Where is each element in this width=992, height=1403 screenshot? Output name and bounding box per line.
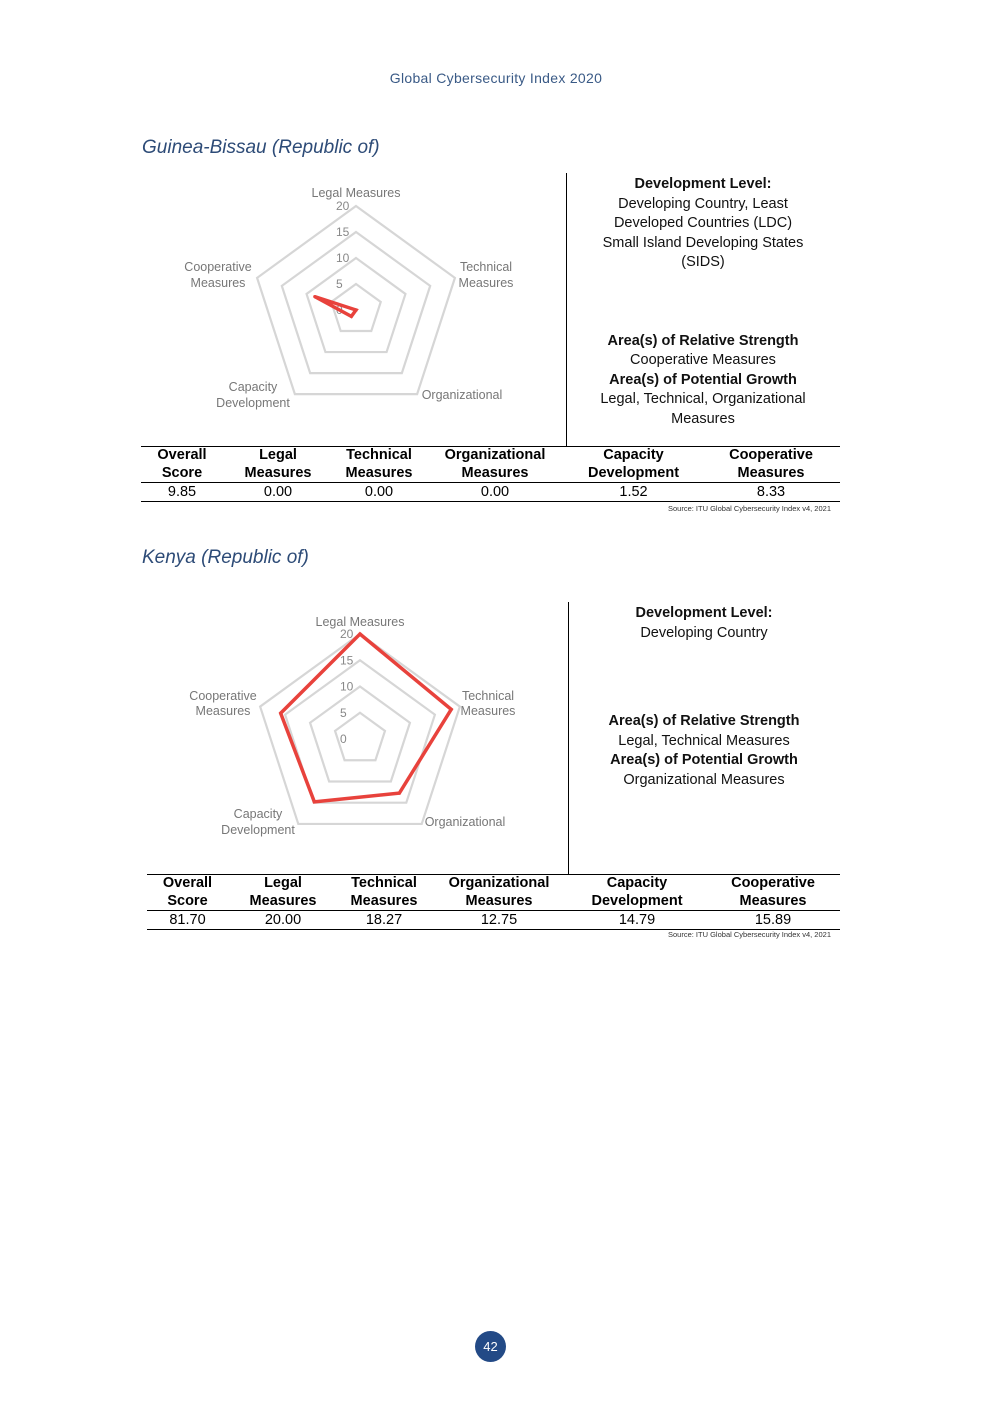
header-organizational-measures: Organizational Measures — [444, 447, 546, 481]
radar-point — [398, 792, 401, 795]
radar-tick-label: 10 — [340, 679, 354, 694]
cell-cooperative-measures: 8.33 — [756, 484, 786, 500]
cell-technical-measures: 0.00 — [364, 484, 394, 500]
axis-label-capacity: Development — [216, 396, 290, 410]
info-panel — [569, 604, 839, 790]
potential-growth-value: Measures — [671, 410, 735, 427]
axis-label-capacity: Capacity — [228, 380, 278, 394]
relative-strength-label: Area(s) of Relative Strength — [608, 713, 800, 729]
header-technical-measures: Technical Measures — [345, 447, 413, 481]
radar-tick-label: 20 — [340, 627, 354, 641]
radar-point — [350, 315, 353, 318]
axis-label-technical: Technical — [461, 689, 515, 703]
radar-tick-label: 0 — [336, 303, 343, 317]
cell-organizational-measures: 12.75 — [480, 912, 518, 928]
country-title: Kenya (Republic of) — [142, 547, 309, 568]
radar-point — [313, 800, 316, 803]
radar-tick-label: 10 — [336, 251, 350, 265]
axis-label-cooperative: Cooperative — [189, 689, 257, 703]
header-capacity-development: Capacity Development — [591, 875, 683, 909]
radar-tick-label: 15 — [340, 653, 354, 668]
divider-line — [566, 173, 567, 446]
running-header: Global Cybersecurity Index 2020 — [389, 70, 603, 86]
relative-strength-value: Cooperative Measures — [630, 352, 776, 368]
axis-label-capacity: Capacity — [233, 807, 283, 821]
header-capacity-development: Capacity Development — [587, 447, 680, 481]
radar-grid — [260, 627, 460, 824]
development-level-label: Development Level: — [635, 605, 773, 621]
table-header-row — [141, 447, 840, 483]
axis-label-technical: Measures — [458, 276, 514, 290]
table-header-row — [147, 875, 840, 911]
axis-label-legal: Legal Measures — [315, 615, 405, 629]
axis-label-technical: Measures — [460, 704, 516, 718]
potential-growth-value: Legal, Technical, Organizational — [600, 391, 806, 407]
radar-tick-label: 20 — [336, 199, 350, 213]
development-level-line: Developing Country — [640, 624, 768, 641]
radar-grid-ring — [310, 687, 410, 782]
radar-tick-label: 0 — [340, 732, 347, 746]
cell-legal-measures: 20.00 — [264, 912, 302, 928]
axis-label-organizational: Organizational — [421, 388, 503, 402]
radar-point — [279, 712, 282, 715]
info-panel — [568, 175, 838, 429]
development-level-line: Small Island Developing States — [602, 234, 804, 251]
source-note: Source: ITU Global Cybersecurity Index v4, 2021 — [668, 504, 831, 513]
axis-label-legal: Legal Measures — [311, 186, 401, 200]
relative-strength-label: Area(s) of Relative Strength — [607, 332, 799, 349]
table-row — [147, 911, 840, 930]
potential-growth-label: Area(s) of Potential Growth — [609, 371, 797, 388]
table-row — [141, 483, 840, 502]
cell-capacity-development: 1.52 — [619, 484, 648, 500]
header-cooperative-measures: Cooperative Measures — [731, 875, 815, 909]
country-title: Guinea-Bissau (Republic of) — [142, 137, 380, 158]
radar-point — [358, 632, 361, 635]
header-cooperative-measures: Cooperative Measures — [729, 447, 813, 481]
axis-label-organizational: Organizational — [424, 815, 506, 829]
radar-grid — [257, 199, 455, 394]
axis-label-capacity: Development — [221, 823, 295, 837]
header-legal-measures: Legal Measures — [249, 875, 317, 909]
score-table — [147, 874, 840, 930]
potential-growth-value: Organizational Measures — [623, 771, 785, 788]
radar-tick-label: 5 — [340, 705, 347, 720]
radar-point — [313, 295, 316, 298]
header-organizational-measures: Organizational Measures — [448, 875, 550, 909]
radar-tick-label: 15 — [336, 225, 350, 239]
header-overall-score: Overall Score — [157, 447, 207, 481]
cell-overall-score: 81.70 — [169, 912, 206, 928]
radar-point — [450, 708, 453, 711]
radar-chart — [165, 609, 565, 849]
page-number: 42 — [475, 1331, 506, 1362]
radar-point — [354, 308, 357, 311]
development-level-line: Developing Country, Least — [618, 195, 788, 212]
cell-organizational-measures: 0.00 — [480, 484, 510, 500]
cell-overall-score: 9.85 — [167, 484, 197, 500]
score-table — [141, 446, 840, 502]
development-level-line: (SIDS) — [681, 254, 725, 270]
development-level-line: Developed Countries (LDC) — [613, 215, 793, 231]
axis-label-cooperative: Measures — [195, 704, 251, 718]
header-technical-measures: Technical Measures — [350, 875, 418, 909]
radar-chart — [160, 180, 560, 420]
cell-capacity-development: 14.79 — [618, 912, 656, 928]
cell-cooperative-measures: 15.89 — [754, 912, 792, 928]
radar-grid-ring — [307, 258, 406, 352]
header-legal-measures: Legal Measures — [244, 447, 312, 481]
potential-growth-label: Area(s) of Potential Growth — [610, 752, 798, 768]
development-level-label: Development Level: — [634, 176, 772, 192]
cell-technical-measures: 18.27 — [365, 912, 403, 928]
relative-strength-value: Legal, Technical Measures — [618, 732, 790, 749]
source-note: Source: ITU Global Cybersecurity Index v4, 2021 — [668, 930, 831, 939]
radar-tick-label: 5 — [336, 277, 343, 291]
cell-legal-measures: 0.00 — [263, 484, 293, 500]
axis-label-technical: Technical — [459, 260, 513, 274]
axis-label-cooperative: Cooperative — [184, 260, 252, 274]
header-overall-score: Overall Score — [162, 875, 213, 909]
axis-label-cooperative: Measures — [190, 276, 246, 290]
